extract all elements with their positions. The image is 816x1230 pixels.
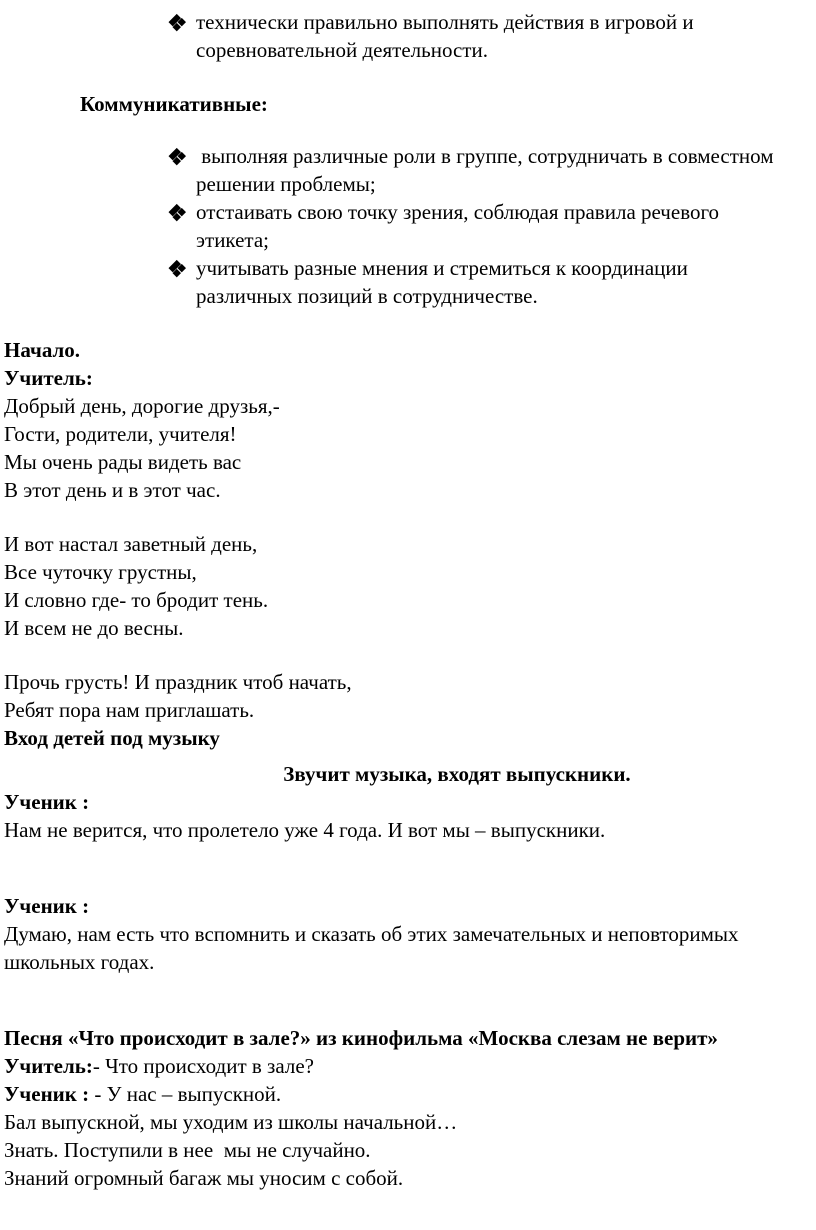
speaker-text: - У нас – выпускной. — [94, 1082, 282, 1106]
speaker-label-uchenik: Ученик : — [4, 790, 90, 814]
bullet-item-text: отстаивать свою точку зрения, соблюдая правила речевого этикета; — [196, 200, 725, 252]
four-diamond-bullet-icon — [170, 205, 184, 219]
speaker-label-uchenik: Ученик : — [4, 1082, 95, 1106]
script-line: Ребят пора нам приглашать. — [4, 698, 255, 722]
spacer — [4, 504, 806, 530]
script-line: Мы очень рады видеть вас — [4, 450, 242, 474]
bullet-item-text: технически правильно выполнять действия в игровой и соревновательной деятельности. — [196, 10, 699, 62]
script-line: И всем не до весны. — [4, 616, 184, 640]
bullet-item — [170, 142, 806, 198]
four-diamond-bullet-icon — [170, 15, 184, 29]
script-line-with-speaker — [4, 1080, 806, 1108]
script-line: Прочь грусть! И праздник чтоб начать, — [4, 670, 352, 694]
speaker-label-uchitel: Учитель: — [4, 366, 93, 390]
script-line: И словно где- то бродит тень. — [4, 588, 269, 612]
spacer — [4, 844, 806, 892]
spacer — [4, 310, 806, 336]
song-title-line: Песня «Что происходит в зале?» из кинофильма «Москва слезам не верит» — [4, 1026, 718, 1050]
script-line: Нам не верится, что пролетело уже 4 года. И вот мы – выпускники. — [4, 818, 606, 842]
script-line: В этот день и в этот час. — [4, 478, 221, 502]
script-line: И вот настал заветный день, — [4, 532, 258, 556]
section-heading-nachalo: Начало. — [4, 338, 81, 362]
spacer — [4, 118, 806, 142]
spacer — [4, 642, 806, 668]
speaker-text: - Что происходит в зале? — [92, 1054, 314, 1078]
script-line: Гости, родители, учителя! — [4, 422, 237, 446]
script-line: Добрый день, дорогие друзья,- — [4, 394, 280, 418]
bullet-item — [170, 198, 806, 254]
bullet-item — [170, 254, 806, 310]
script-line: Думаю, нам есть что вспомнить и сказать об этих замечательных и неповторимых школьных годах. — [4, 922, 744, 974]
section-heading-communicative: Коммуникативные: — [80, 92, 268, 116]
spacer — [4, 976, 806, 1024]
four-diamond-bullet-icon — [170, 149, 184, 163]
script-line: Знать. Поступили в нее мы не случайно. — [4, 1138, 371, 1162]
bullet-item-text: учитывать разные мнения и стремиться к координации различных позиций в сотрудничестве. — [196, 256, 694, 308]
script-line: Все чуточку грустны, — [4, 560, 197, 584]
four-diamond-bullet-icon — [170, 261, 184, 275]
stage-direction-vhod: Вход детей под музыку — [4, 726, 220, 750]
speaker-label-uchenik: Ученик : — [4, 894, 90, 918]
script-line-with-speaker — [4, 1052, 806, 1080]
stage-direction-zvuchit: Звучит музыка, входят выпускники. — [283, 762, 631, 786]
speaker-label-uchitel: Учитель: — [4, 1054, 93, 1078]
spacer — [4, 64, 806, 90]
bullet-item — [170, 8, 806, 64]
script-line: Знаний огромный багаж мы уносим с собой. — [4, 1166, 404, 1190]
bullet-item-text: выполняя различные роли в группе, сотрудничать в совместном решении проблемы; — [196, 144, 779, 196]
script-line: Бал выпускной, мы уходим из школы начальной… — [4, 1110, 458, 1134]
